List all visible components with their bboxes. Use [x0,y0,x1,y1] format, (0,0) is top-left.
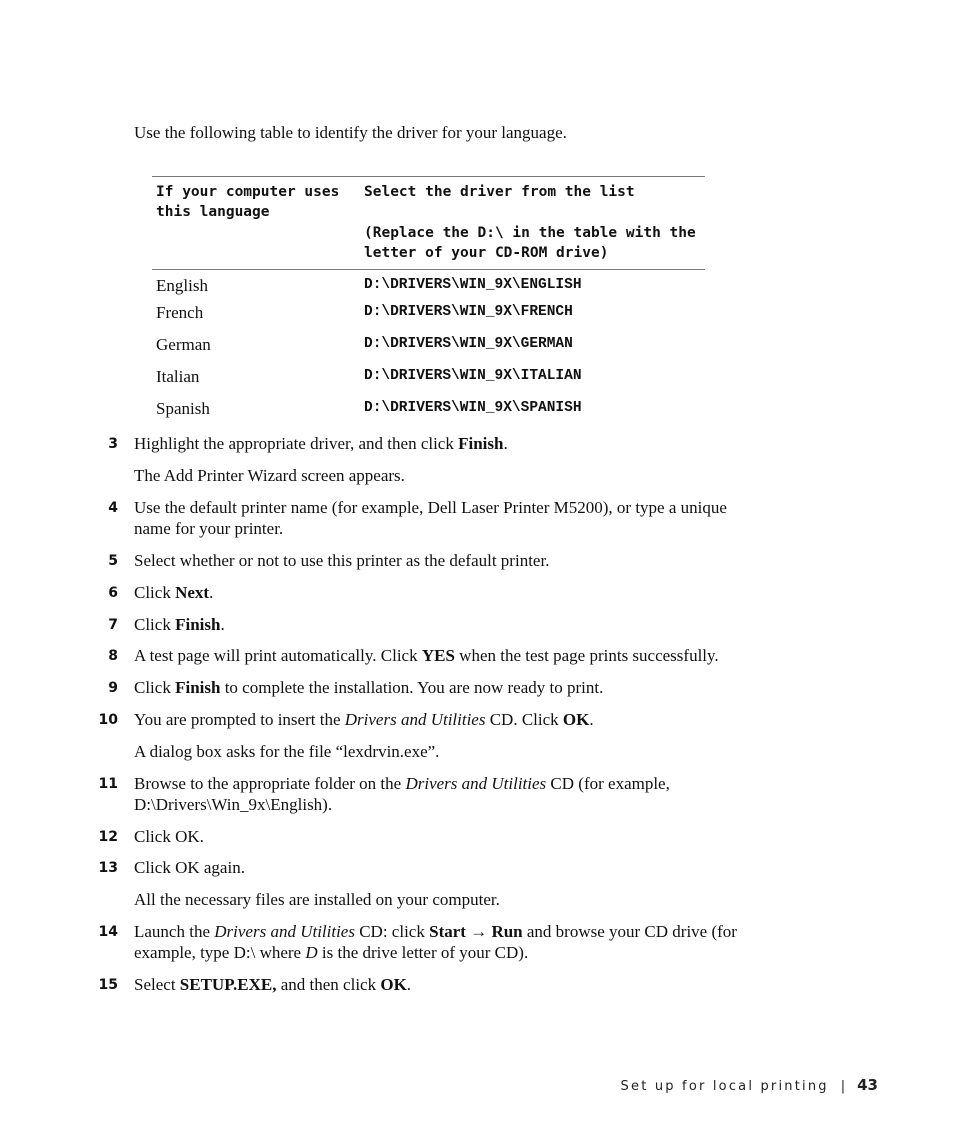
text-run: . [503,434,508,453]
step-text [134,921,774,963]
text-run: CD (for example, D:\Drivers\Win_9x\English). [134,774,670,814]
product-name: Drivers and Utilities [214,922,355,941]
step-text [134,433,774,454]
step-number: 10 [98,712,118,728]
ui-term: Finish [175,678,221,697]
step-text [134,709,774,730]
driver-path-cell: D:\DRIVERS\WIN_9X\FRENCH [364,304,573,320]
driver-path-cell: D:\DRIVERS\WIN_9X\GERMAN [364,336,573,352]
step-number: 5 [108,553,118,569]
header-language-text: If your computer uses this language [156,184,340,220]
page-number: 43 [857,1076,878,1094]
ui-term: OK [380,975,407,994]
step-number: 15 [98,977,118,993]
step-number: 12 [98,829,118,845]
text-run: Click [134,615,176,634]
step-text [134,614,774,635]
table-row [152,302,705,334]
arrow-icon: → [465,922,492,941]
step-number: 6 [108,585,118,601]
ui-term: YES [421,646,455,665]
text-run: Click [134,583,176,602]
step-text: Select whether or not to use this printer as the default printer. [134,551,550,570]
text-run: CD. Click [485,710,563,729]
text-run: You are prompted to insert the [134,710,345,729]
ui-term: Run [491,922,523,941]
step-text: Click OK. [134,827,204,846]
table-header-row [152,177,705,270]
step-number: 4 [108,500,118,516]
text-run: Launch the [134,922,215,941]
ui-term: Next [175,583,210,602]
footer-separator: | [840,1079,846,1094]
step-number: 13 [98,860,118,876]
language-cell: Spanish [156,399,210,418]
text-run: . [209,583,214,602]
step-text [134,582,774,603]
step-10-note: A dialog box asks for the file “lexdrvin.exe”. [134,742,440,761]
driver-path-cell: D:\DRIVERS\WIN_9X\ENGLISH [364,277,582,293]
language-cell: Italian [156,367,200,386]
text-run: and browse your CD drive (for example, type D:\ where [134,922,737,962]
footer-section-title: Set up for local printing [620,1079,829,1094]
text-run: Click [134,678,176,697]
step-number: 8 [108,648,118,664]
step-number: 14 [98,924,118,940]
text-run: CD: click [354,922,430,941]
step-number: 11 [98,776,118,792]
ui-term: Finish [175,615,221,634]
header-driver-note: (Replace the D:\ in the table with the letter of your CD-ROM drive) [364,225,696,261]
page-footer [621,1076,878,1094]
step-text [134,645,774,666]
table-row [152,398,705,430]
text-run: . [406,975,412,994]
table-row [152,334,705,366]
step-3-note: The Add Printer Wizard screen appears. [134,466,405,485]
step-number: 7 [108,617,118,633]
table-row [152,366,705,398]
language-cell: German [156,335,211,354]
text-run: A test page will print automatically. Click [134,646,422,665]
text-run: Highlight the appropriate driver, and then click [134,434,459,453]
product-name: Drivers and Utilities [344,710,486,729]
text-run: is the drive letter of your CD). [317,943,529,962]
text-run: . [589,710,594,729]
text-run: and then click [276,975,381,994]
header-driver [360,177,705,270]
step-text [134,974,774,995]
drive-letter: D [305,943,318,962]
step-number: 3 [108,436,118,452]
language-cell: French [156,303,204,322]
intro-text: Use the following table to identify the driver for your language. [134,123,567,142]
product-name: Drivers and Utilities [405,774,547,793]
text-run: when the test page prints successfully. [454,646,719,665]
text-run: Select [134,975,180,994]
ui-term: SETUP.EXE, [179,975,277,994]
driver-path-cell: D:\DRIVERS\WIN_9X\ITALIAN [364,368,582,384]
header-driver-text: Select the driver from the list [364,184,635,200]
step-text: Click OK again. [134,858,245,877]
step-text [134,677,774,698]
ui-term: Finish [458,434,504,453]
step-text [134,773,724,815]
driver-path-cell: D:\DRIVERS\WIN_9X\SPANISH [364,400,582,416]
header-language [152,177,360,270]
step-13-note: All the necessary files are installed on your computer. [134,890,500,909]
step-number: 9 [108,680,118,696]
step-text: Use the default printer name (for example, Dell Laser Printer M5200), or type a unique name for your printer. [134,498,727,538]
text-run: . [220,615,225,634]
ui-term: Start [429,922,466,941]
language-cell: English [156,276,208,295]
driver-table [152,176,705,430]
table-row [152,270,705,303]
text-run: to complete the installation. You are now ready to print. [220,678,604,697]
ui-term: OK [562,710,590,729]
text-run: Browse to the appropriate folder on the [134,774,406,793]
